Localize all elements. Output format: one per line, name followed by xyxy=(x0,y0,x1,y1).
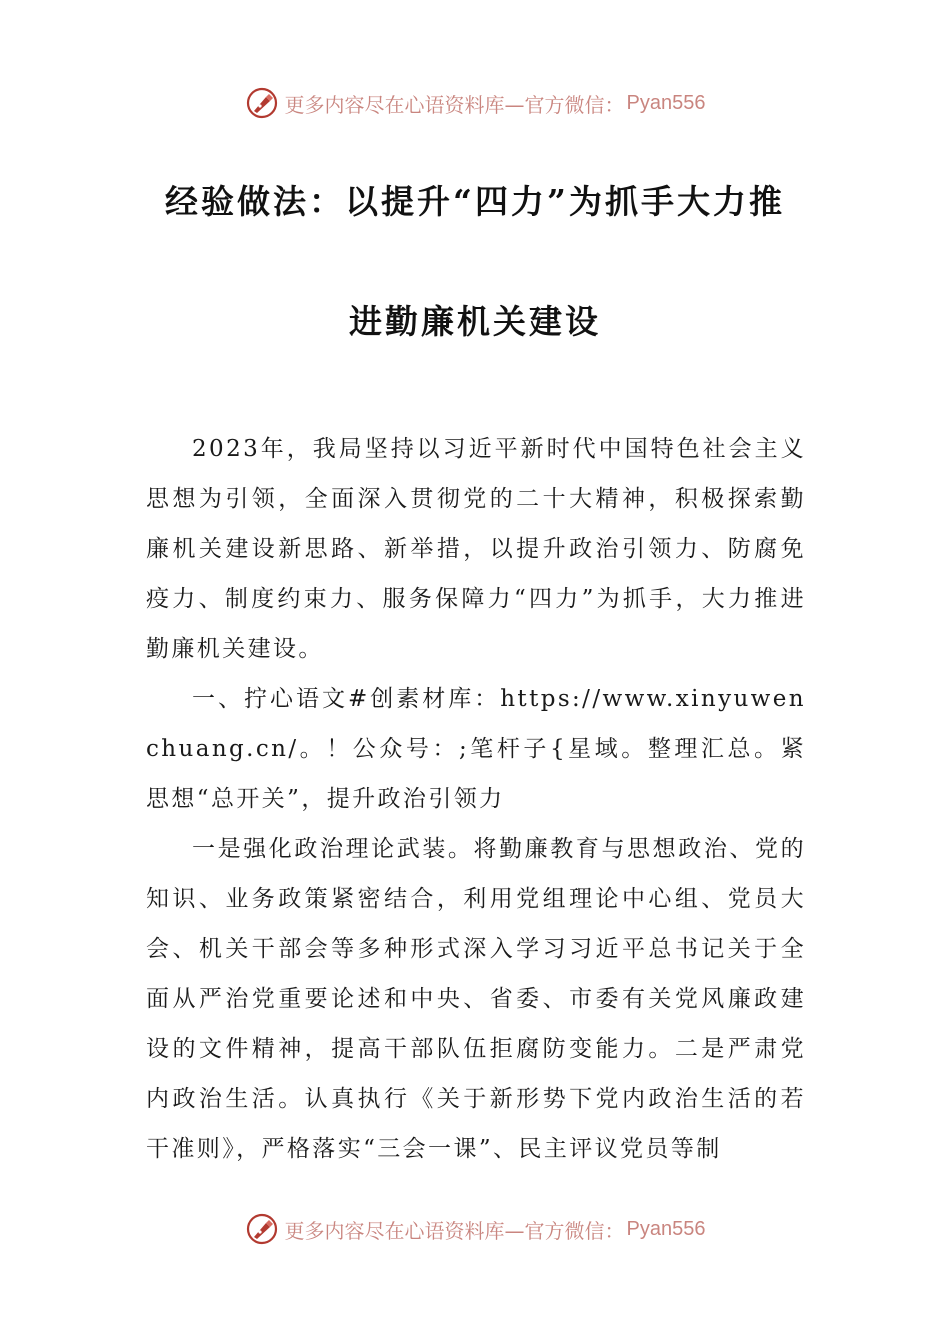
paragraph: 2023年，我局坚持以习近平新时代中国特色社会主义思想为引领，全面深入贯彻党的二十大精神，积极探索勤廉机关建设新思路、新举措，以提升政治引领力、防腐免疫力、制度约束力、服务保障力“四力”为抓手，大力推进勤廉机关建设。 xyxy=(146,436,806,662)
pen-nib-logo-icon xyxy=(245,86,279,120)
document-body xyxy=(146,424,806,1174)
page-title-line-1: 经验做法：以提升“四力”为抓手大力推 xyxy=(165,182,785,221)
banner-handle: Pyan556 xyxy=(626,1217,706,1240)
header-banner xyxy=(0,83,950,123)
banner-text: 更多内容尽在心语资料库—官方微信： xyxy=(284,92,625,117)
banner-handle: Pyan556 xyxy=(626,91,706,114)
pen-nib-logo-icon xyxy=(245,1212,279,1246)
paragraph: 一是强化政治理论武装。将勤廉教育与思想政治、党的知识、业务政策紧密结合，利用党组理论中心组、党员大会、机关干部会等多种形式深入学习习近平总书记关于全面从严治党重要论述和中央、省委、市委有关党风廉政建设的文件精神，提高干部队伍拒腐防变能力。二是严肃党内政治生活。认真执行《关于新形势下党内政治生活的若干准则》，严格落实“三会一课”、民主评议党员等制 xyxy=(146,836,806,1162)
paragraph: 一、拧心语文#创素材库：https://www.xinyuwenchuang.cn/。！公众号：;笔杆子{星域。整理汇总。紧思想“总开关”，提升政治引领力 xyxy=(146,686,806,812)
page-title-line-2: 进勤廉机关建设 xyxy=(349,302,601,341)
footer-banner xyxy=(0,1209,950,1249)
banner-text: 更多内容尽在心语资料库—官方微信： xyxy=(284,1218,625,1243)
